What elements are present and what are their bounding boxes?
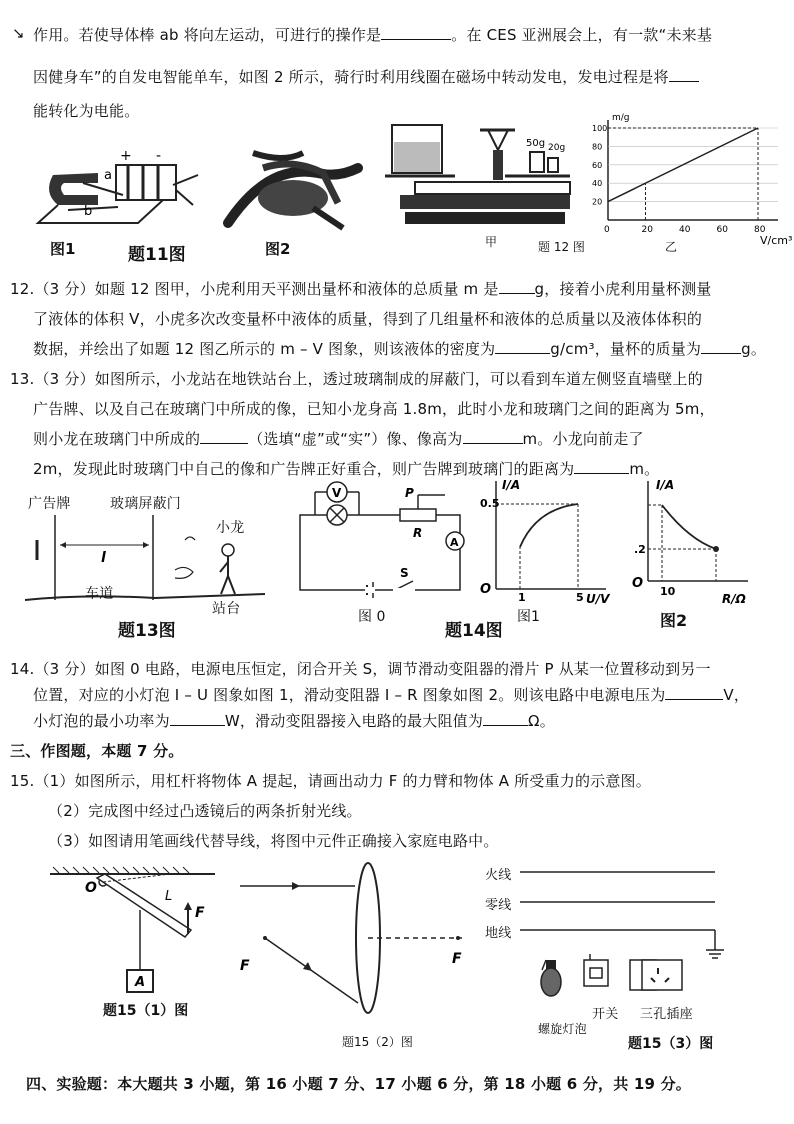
fig15-switch-label: 开关 — [592, 1007, 619, 1022]
fig11-generator-diagram — [28, 145, 198, 235]
q13-line2: 广告牌、以及自己在玻璃门中所成的像，已知小龙身高 1.8m，此时小龙和玻璃门之间的距离为 5m， — [33, 400, 715, 418]
fig14-g2-y-tick: .2 — [634, 543, 646, 556]
fig15-lens-f-right-label: F — [452, 951, 462, 967]
q13-blank-image-height[interactable] — [463, 429, 523, 444]
fig15-ground-wire-label: 地线 — [485, 926, 512, 941]
fig14-ammeter-label: A — [450, 536, 459, 549]
q11-line1-text-b: 。在 CES 亚洲展会上，有一款“未来基 — [451, 26, 713, 44]
q12-line1-text-a: 12.（3 分）如题 12 图甲，小虎利用天平测出量杯和液体的总质量 m 是 — [10, 280, 499, 298]
fig13-platform-label: 站台 — [212, 601, 241, 617]
q14-line1: 14.（3 分）如图 0 电路，电源电压恒定，闭合开关 S，调节滑动变阻器的滑片 P 从某一位置移动到另一 — [10, 660, 711, 678]
fig14-caption-title: 题14图 — [445, 621, 503, 641]
fig12-x-tick-label: 40 — [679, 225, 691, 235]
q11-line2 — [33, 66, 699, 87]
fig12-y-tick-label: 20 — [592, 197, 603, 207]
q13-line4-text-a: 2m，发现此时玻璃门中自己的像和广告牌正好重合，则广告牌到玻璃门的距离为 — [33, 460, 575, 478]
q13-line3-text-a: 则小龙在玻璃门中所成的 — [33, 430, 201, 448]
q11-blank-2[interactable] — [669, 67, 699, 82]
q14-line2-text-a: 位置，对应的小灯泡 I – U 图象如图 1，滑动变阻器 I – R 图象如图 2。则该电路中电源电压为 — [33, 686, 666, 704]
fig12-balance-diagram — [380, 120, 575, 230]
q13-line4-text-b: m。 — [629, 460, 660, 478]
q11-line2-text: 因健身车”的自发电智能单车，如图 2 所示，骑行时利用线圈在磁场中转动发电，发电过程是将 — [33, 68, 669, 86]
fig11-caption-title: 题11图 — [128, 245, 186, 265]
fig14-g1-y-tick: 0.5 — [480, 497, 500, 510]
fig12-x-tick-label: 20 — [641, 225, 653, 235]
q15-2-text: （2）完成图中经过凸透镜后的两条折射光线。 — [48, 802, 362, 820]
fig14-g2-y-label: I/A — [656, 478, 675, 492]
section4-heading: 四、实验题：本大题共 3 小题，第 16 小题 7 分、17 小题 6 分，第 18 小题 6 分，共 19 分。 — [26, 1075, 691, 1093]
fig13-ad-label: 广告牌 — [28, 496, 71, 512]
fig13-door-label: 玻璃屏蔽门 — [110, 496, 181, 512]
fig14-g1-curve — [520, 504, 578, 547]
fig11-bike-illustration — [213, 148, 363, 238]
q12-line3-text-c: g。 — [741, 340, 767, 358]
section3-heading: 三、作图题，本题 7 分。 — [10, 742, 184, 760]
fig13-subway-diagram — [25, 510, 265, 610]
fig14-caption-2: 图2 — [660, 611, 688, 630]
q13-line3-text-c: m。小龙向前走了 — [522, 430, 644, 448]
fig11-label-plus: + — [120, 148, 132, 164]
fig15-lens-f-left-label: F — [240, 958, 250, 974]
fig11-label-b: b — [84, 204, 93, 219]
fig12-x-tick-label: 60 — [716, 225, 728, 235]
q13-line1: 13.（3 分）如图所示，小龙站在地铁站台上，透过玻璃制成的屏蔽门，可以看到车道左侧竖直墙壁上的 — [10, 370, 703, 388]
fig13-lane-label: 车道 — [85, 586, 114, 602]
fig15-lever-o-label: O — [85, 880, 97, 896]
fig14-caption-0: 图 0 — [358, 609, 386, 625]
q12-line2: 了液体的体积 V，小虎多次改变量杯中液体的质量，得到了几组量杯和液体的总质量以及液体体积的 — [33, 310, 703, 328]
fig12-caption-jia: 甲 — [485, 235, 498, 249]
fig14-g2-end-point — [713, 546, 719, 552]
fig14-g2-x-label: R/Ω — [722, 592, 746, 606]
q14-blank-max-resistance[interactable] — [483, 711, 528, 726]
q13-line3 — [33, 428, 644, 449]
q12-line1 — [10, 278, 711, 299]
fig12-caption-yi: 乙 — [665, 240, 678, 254]
fig11-caption-2: 图2 — [265, 240, 291, 258]
fig14-g2-origin: O — [632, 576, 644, 591]
fig13-caption-title: 题13图 — [118, 621, 176, 641]
q12-blank-density[interactable] — [495, 339, 550, 354]
q14-line2-text-b: V， — [723, 686, 750, 704]
fig13-person-label: 小龙 — [216, 520, 245, 536]
q11-line3: 能转化为电能。 — [33, 102, 140, 120]
fig12-y-tick-label: 80 — [592, 142, 603, 152]
q12-line1-text-b: g，接着小虎利用量杯测量 — [534, 280, 712, 298]
fig14-switch-label: S — [400, 566, 409, 580]
q14-line3-text-b: W，滑动变阻器接入电路的最大阻值为 — [224, 712, 484, 730]
q14-line2 — [33, 684, 749, 705]
fig12-weight-50g: 50g — [526, 138, 546, 149]
fig15-lens-diagram — [230, 858, 490, 1028]
fig15-household-circuit — [520, 862, 735, 1002]
q13-blank-image-type[interactable] — [200, 429, 248, 444]
fig15-lever-f-label: F — [195, 905, 205, 921]
fig14-g2-curve — [662, 505, 716, 549]
q15-3-text: （3）如图请用笔画线代替导线，将图中元件正确接入家庭电路中。 — [48, 832, 499, 850]
fig14-g1-origin: O — [480, 582, 492, 597]
fig14-rheostat-r-label: R — [413, 526, 423, 540]
fig12-weight-20g: 20g — [548, 143, 566, 153]
q12-blank-cup-mass[interactable] — [701, 339, 741, 354]
fig15-lever-a-label: A — [135, 975, 146, 990]
q11-blank-1[interactable] — [381, 25, 451, 40]
fig14-iu-graph — [478, 477, 608, 607]
fig15-socket-label: 三孔插座 — [640, 1007, 693, 1022]
q13-blank-distance[interactable] — [574, 459, 629, 474]
fig12-y-tick-label: 100 — [592, 124, 608, 133]
fig14-g1-x-label: U/V — [586, 592, 610, 606]
stray-mark: ↘ — [12, 24, 25, 42]
fig14-caption-1: 图1 — [517, 609, 540, 625]
q12-blank-mass[interactable] — [499, 279, 535, 294]
q14-line3-text-a: 小灯泡的最小功率为 — [33, 712, 170, 730]
fig11-caption-1: 图1 — [50, 240, 76, 258]
fig12-y-tick-label: 60 — [592, 160, 603, 170]
fig14-g1-x-tick-2: 5 — [576, 591, 584, 604]
fig15-bulb-label: 螺旋灯泡 — [538, 1022, 587, 1036]
q12-line3-text-b: g/cm³，量杯的质量为 — [550, 340, 702, 358]
q12-line3-text-a: 数据，并绘出了如题 12 图乙所示的 m – V 图象，则该液体的密度为 — [33, 340, 496, 358]
fig14-circuit-diagram — [295, 477, 470, 602]
fig14-g1-x-tick-1: 1 — [518, 591, 526, 604]
fig14-slider-p-label: P — [405, 486, 414, 500]
fig15-3-caption: 题15（3）图 — [628, 1036, 714, 1052]
fig14-g2-x-tick: 10 — [660, 585, 676, 598]
q13-line3-text-b: （选填“虚”或“实”）像、像高为 — [248, 430, 463, 448]
fig15-lever-diagram — [45, 862, 225, 1002]
fig12-y-axis-label: m/g — [612, 113, 630, 123]
fig15-1-caption: 题15（1）图 — [103, 1003, 189, 1019]
fig15-neutral-wire-label: 零线 — [485, 898, 512, 913]
fig14-g1-y-label: I/A — [502, 478, 521, 492]
fig12-x-axis-label: V/cm³ — [760, 234, 793, 247]
fig15-live-wire-label: 火线 — [485, 868, 512, 883]
q13-line4 — [33, 458, 659, 479]
q12-line3 — [33, 338, 766, 359]
fig13-l-label: l — [101, 550, 106, 566]
fig12-caption-title: 题 12 图 — [538, 240, 585, 254]
fig14-ir-graph — [630, 477, 760, 607]
fig15-lever-l-label: L — [165, 889, 173, 904]
q14-line3-text-c: Ω。 — [528, 712, 555, 730]
fig12-x-tick-label: 0 — [604, 225, 610, 235]
fig15-2-caption: 题15（2）图 — [342, 1035, 413, 1049]
fig12-mv-graph — [590, 112, 793, 252]
q11-line1 — [33, 24, 712, 45]
fig11-label-a: a — [104, 168, 112, 183]
q11-line1-text-a: 作用。若使导体棒 ab 将向左运动，可进行的操作是 — [33, 26, 382, 44]
fig14-voltmeter-label: V — [332, 486, 342, 500]
q15-1-text: 15.（1）如图所示，用杠杆将物体 A 提起，请画出动力 F 的力臂和物体 A 所受重力的示意图。 — [10, 772, 651, 790]
fig11-label-minus: - — [156, 148, 162, 164]
q14-blank-min-power[interactable] — [170, 711, 225, 726]
q14-blank-voltage[interactable] — [665, 685, 723, 700]
q14-line3 — [33, 710, 555, 731]
fig12-y-tick-label: 40 — [592, 179, 603, 189]
fig12-x-tick-label: 80 — [754, 225, 766, 235]
